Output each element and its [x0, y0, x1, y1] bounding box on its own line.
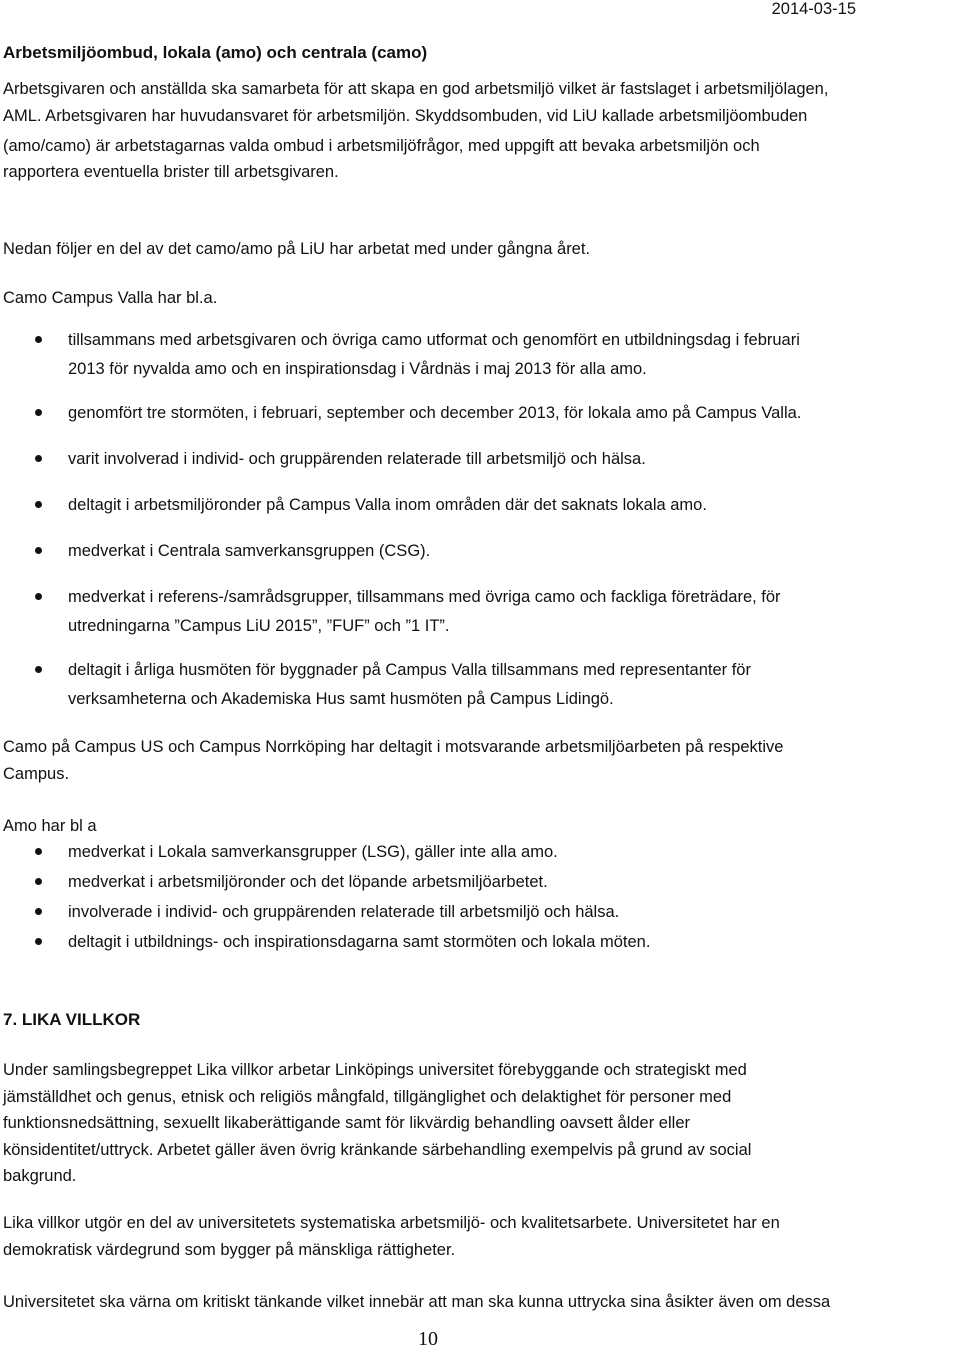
list-item-text: deltagit i årliga husmöten för byggnader på Campus Valla tillsammans med representanter för [68, 661, 751, 679]
list-item-text: verksamheterna och Akademiska Hus samt husmöten på Campus Lidingö. [68, 690, 614, 708]
bullet-icon [35, 878, 42, 885]
paragraph-line: bakgrund. [3, 1167, 77, 1185]
intro-line-2: AML. Arbetsgivaren har huvudansvaret för arbetsmiljön. Skyddsombuden, vid LiU kallade arbetsmiljöombuden [3, 107, 808, 125]
camo-us-line-2: Campus. [3, 764, 70, 783]
bullet-icon [35, 848, 42, 855]
list-item-text: deltagit i arbetsmiljöronder på Campus Valla inom områden där det saknats lokala amo. [68, 496, 707, 514]
list-item-text: genomfört tre stormöten, i februari, september och december 2013, för lokala amo på Campus Valla. [68, 404, 802, 422]
paragraph-line: funktionsnedsättning, sexuellt likaberättigande samt för likvärdig behandling oavsett ålder eller [3, 1114, 690, 1132]
page-number: 10 [418, 1328, 438, 1350]
lika-villkor-paragraph-2 [3, 1210, 958, 1263]
list-item-text: utredningarna ”Campus LiU 2015”, ”FUF” och ”1 IT”. [68, 617, 450, 635]
list-item-text: deltagit i utbildnings- och inspirationsdagarna samt stormöten och lokala möten. [68, 933, 651, 951]
bullet-icon [35, 666, 42, 673]
paragraph-line: Lika villkor utgör en del av universitetets systematiska arbetsmiljö- och kvalitetsarbete. Universitetet har en [3, 1214, 780, 1232]
lika-villkor-paragraph-3: Universitetet ska värna om kritiskt tänkande vilket innebär att man ska kunna uttrycka sina åsikter även om dessa [3, 1293, 831, 1311]
paragraph-line: Under samlingsbegreppet Lika villkor arbetar Linköpings universitet förebyggande och strategiskt med [3, 1061, 747, 1079]
nedan-paragraph: Nedan följer en del av det camo/amo på LiU har arbetat med under gångna året. [3, 240, 591, 258]
bullet-icon [35, 547, 42, 554]
paragraph-line: demokratisk värdegrund som bygger på mänskliga rättigheter. [3, 1240, 456, 1259]
intro-line-4: rapportera eventuella brister till arbetsgivaren. [3, 163, 339, 181]
list-item-text: 2013 för nyvalda amo och en inspirationsdag i Vårdnäs i maj 2013 för alla amo. [68, 360, 647, 378]
paragraph-line: jämställdhet och genus, etnisk och religiös mångfald, tillgänglighet och delaktighet för personer med [3, 1087, 732, 1106]
bullet-icon [35, 593, 42, 600]
camo-valla-heading: Camo Campus Valla har bl.a. [3, 289, 218, 307]
bullet-icon [35, 455, 42, 462]
list-item-text: varit involverad i individ- och gruppärenden relaterade till arbetsmiljö och hälsa. [68, 450, 646, 468]
camo-us-paragraph [3, 734, 958, 787]
list-item-text: involverade i individ- och gruppärenden relaterade till arbetsmiljö och hälsa. [68, 903, 620, 921]
list-item-text: medverkat i referens-/samrådsgrupper, tillsammans med övriga camo och fackliga företrädare, för [68, 588, 781, 606]
intro-line-3: (amo/camo) är arbetstagarnas valda ombud i arbetsmiljöfrågor, med uppgift att bevaka arbetsmiljön och [3, 136, 760, 155]
list-item-text: tillsammans med arbetsgivaren och övriga camo utformat och genomfört en utbildningsdag i februari [68, 331, 800, 349]
amo-heading: Amo har bl a [3, 817, 97, 835]
header-date: 2014-03-15 [771, 0, 856, 18]
bullet-icon [35, 409, 42, 416]
list-item-text: medverkat i arbetsmiljöronder och det löpande arbetsmiljöarbetet. [68, 873, 548, 891]
intro-line-1: Arbetsgivaren och anställda ska samarbeta för att skapa en god arbetsmiljö vilket är fastslaget i arbetsmiljölagen, [3, 80, 829, 98]
paragraph-line: könsidentitet/uttryck. Arbetet gäller även övrig kränkande särbehandling exempelvis på grund av social [3, 1140, 752, 1159]
bullet-icon [35, 336, 42, 343]
camo-us-line-1: Camo på Campus US och Campus Norrköping har deltagit i motsvarande arbetsmiljöarbeten på respektive [3, 738, 784, 756]
page-title: Arbetsmiljöombud, lokala (amo) och centrala (camo) [3, 43, 428, 62]
bullet-icon [35, 501, 42, 508]
section-7-heading: 7. LIKA VILLKOR [3, 1010, 141, 1029]
bullet-icon [35, 938, 42, 945]
intro-paragraph [3, 76, 958, 186]
list-item-text: medverkat i Lokala samverkansgrupper (LSG), gäller inte alla amo. [68, 843, 558, 861]
lika-villkor-paragraph-1 [3, 1057, 958, 1190]
list-item-text: medverkat i Centrala samverkansgruppen (CSG). [68, 542, 431, 560]
bullet-icon [35, 908, 42, 915]
